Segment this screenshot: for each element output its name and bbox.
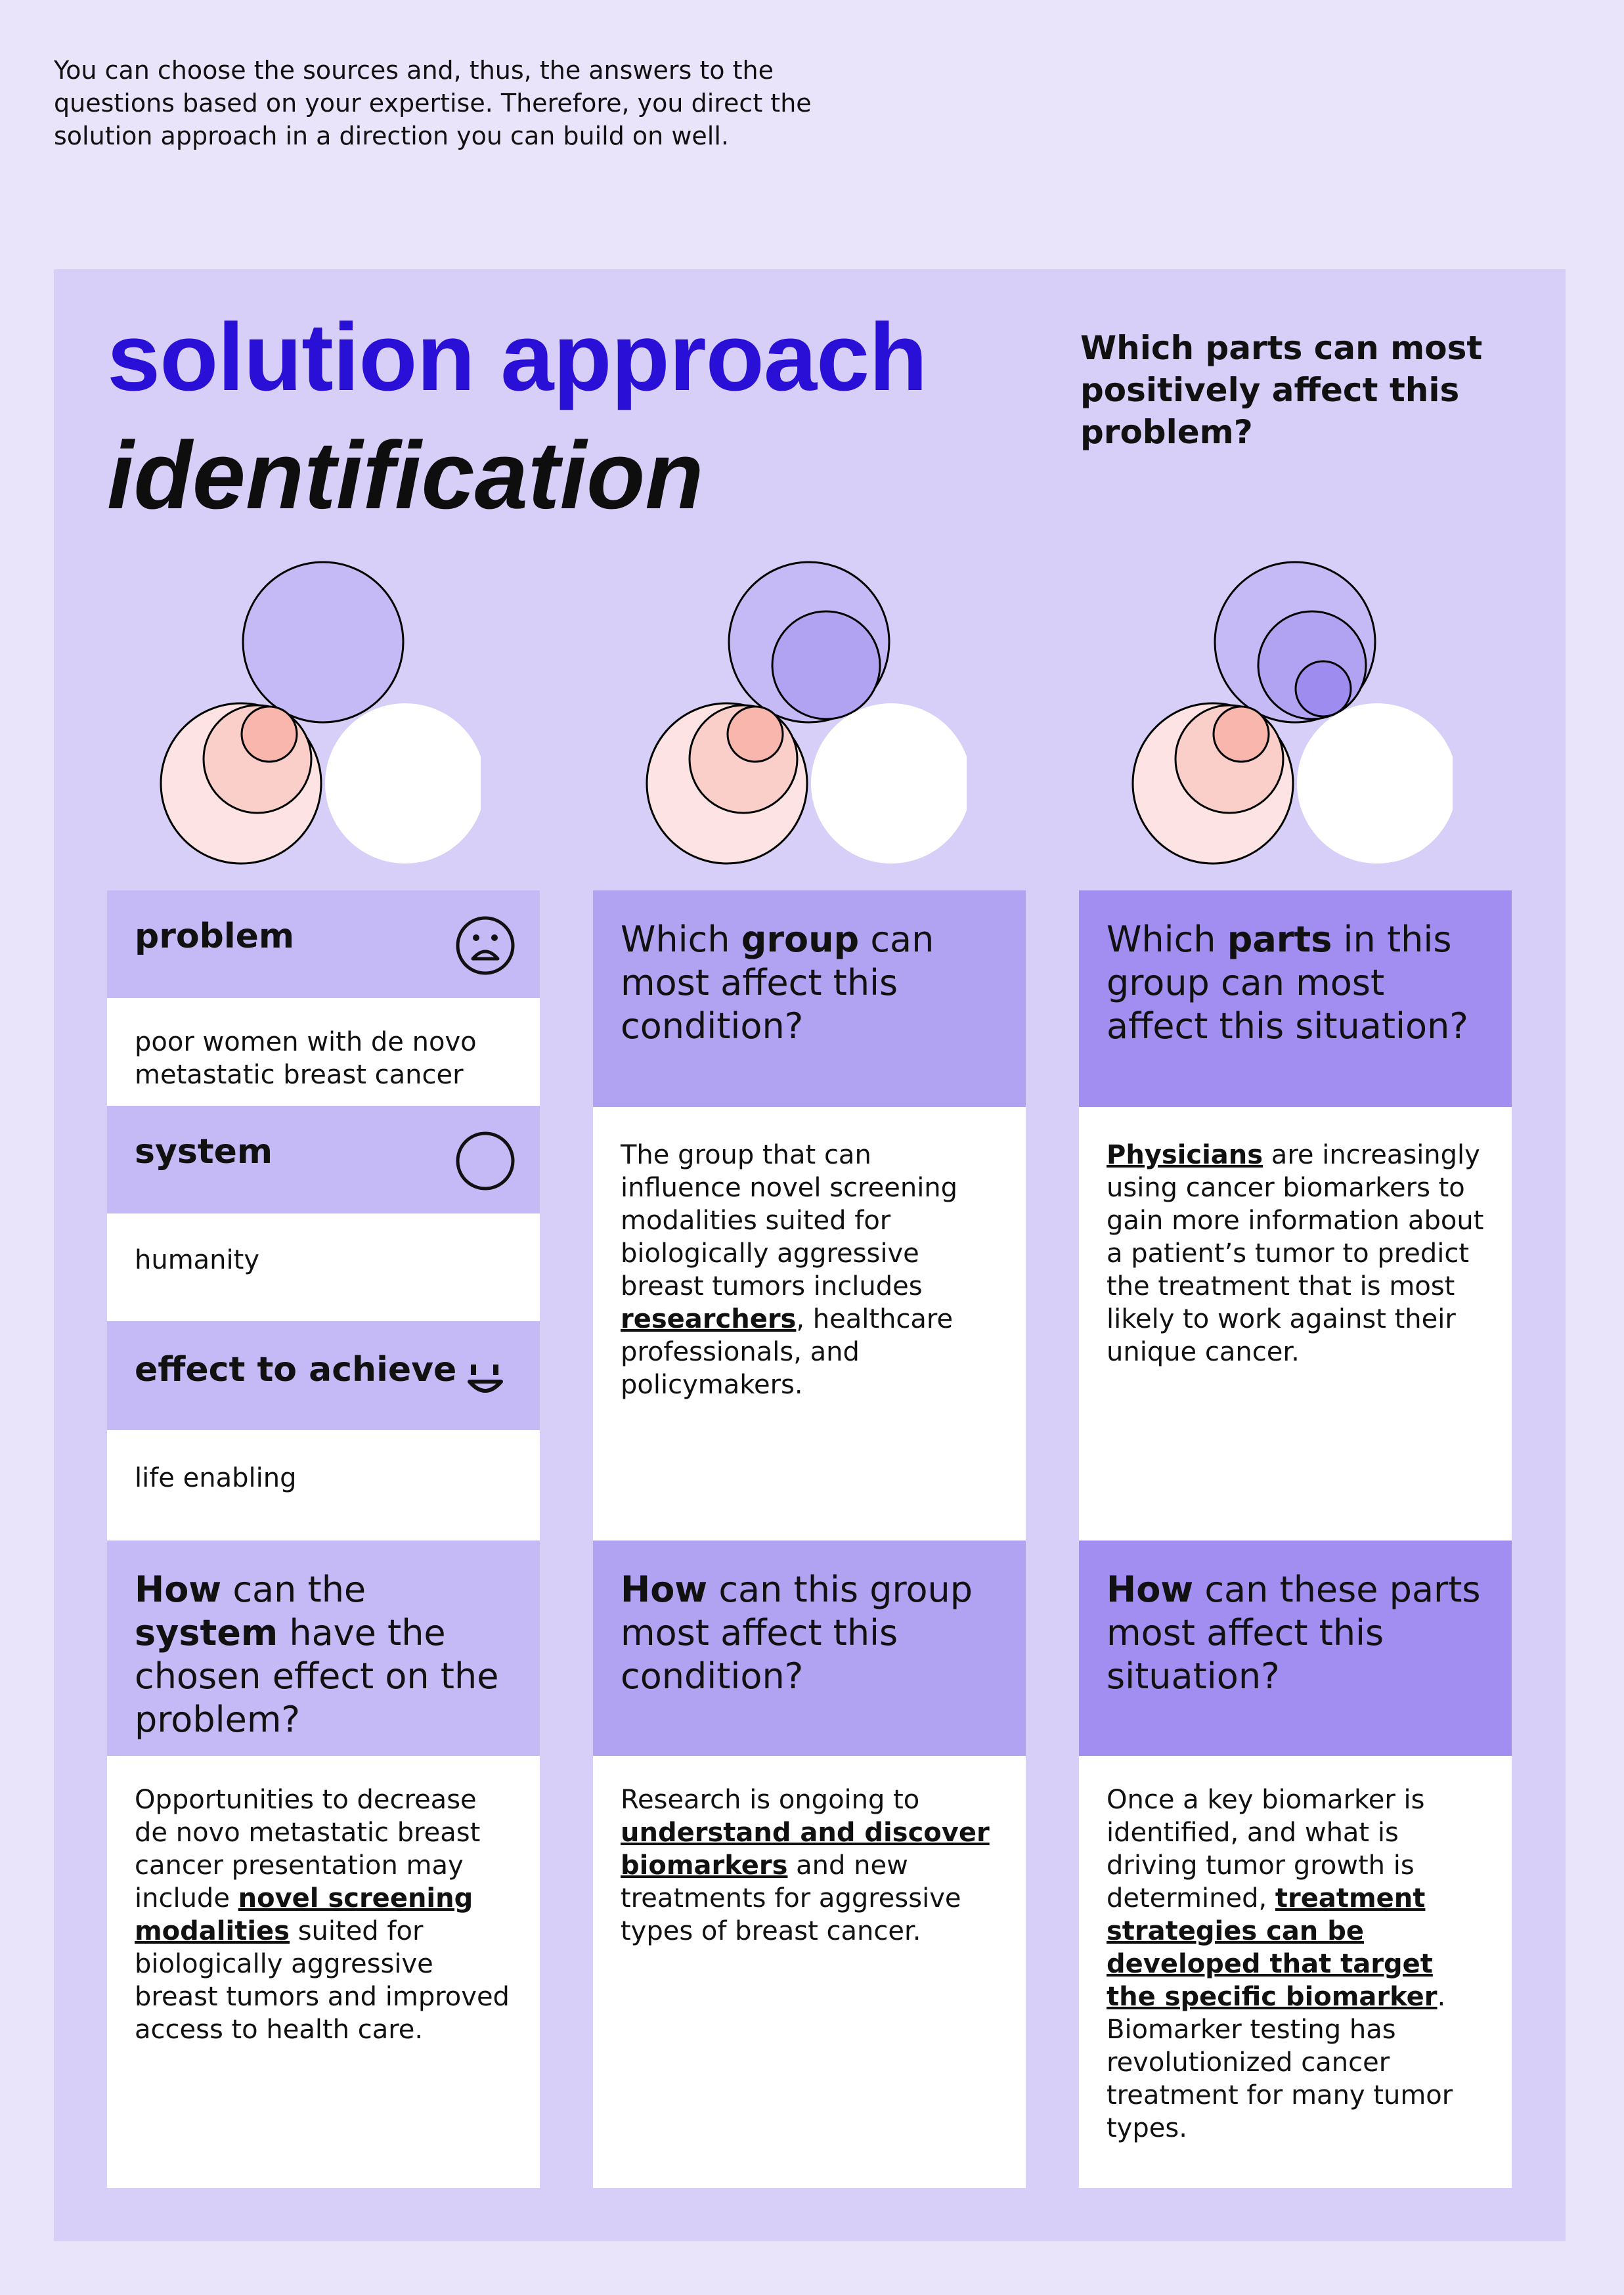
col3-how-answer-box bbox=[1079, 1756, 1512, 2188]
col3-how-header bbox=[1079, 1541, 1512, 1756]
col1-how-text: How can the system have the chosen effect on the problem? bbox=[135, 1569, 499, 1740]
diagram-right-circle bbox=[1297, 703, 1453, 863]
col3-question-text: Which parts in this group can most affect this situation? bbox=[1107, 919, 1468, 1047]
system-label: system bbox=[135, 1132, 273, 1171]
col2-how-answer-box bbox=[593, 1756, 1026, 2188]
col3-how-answer-text: Once a key biomarker is identified, and what is driving tumor growth is determined, treatment strategies can be developed that target the specific biomarker. Biomarker testing has revolutionized cancer treatment for many tumor types. bbox=[1107, 1785, 1453, 2143]
col2-how-text: How can this group most affect this condition? bbox=[621, 1569, 973, 1697]
diagram-right-circle bbox=[811, 703, 967, 863]
diagram-3 bbox=[1124, 558, 1453, 873]
diagram-left-inner-circle bbox=[1214, 707, 1269, 762]
col2-question-header bbox=[593, 890, 1026, 1107]
diagram-top-inner-circle bbox=[1296, 661, 1351, 716]
diagram-top-circle bbox=[243, 562, 403, 722]
diagram-left-inner-circle bbox=[242, 707, 297, 762]
intro-text: You can choose the sources and, thus, the answers to the questions based on your expertise. Therefore, you direct the solution approach in a direction you can build on well. bbox=[54, 56, 812, 150]
diagram-right-circle bbox=[325, 703, 481, 863]
problem-value: poor women with de novo metastatic breast cancer bbox=[135, 1027, 477, 1090]
effect-value: life enabling bbox=[135, 1463, 297, 1493]
circle-icon bbox=[455, 1131, 516, 1191]
col1-how-header bbox=[107, 1541, 540, 1756]
system-value: humanity bbox=[135, 1245, 259, 1275]
col2-answer-box bbox=[593, 1107, 1026, 1541]
col2-how-answer-text: Research is ongoing to understand and discover biomarkers and new treatments for aggressive types of breast cancer. bbox=[621, 1785, 990, 1946]
col3-how-text: How can these parts most affect this situation? bbox=[1107, 1569, 1481, 1697]
col2-how-header bbox=[593, 1541, 1026, 1756]
effect-label: effect to achieve bbox=[135, 1350, 457, 1389]
smile-face-icon bbox=[464, 1359, 506, 1401]
col3-answer-text: Physicians are increasingly using cancer biomarkers to gain more information about a patient’s tumor to predict the treatment that is most likely to work against their unique cancer. bbox=[1107, 1140, 1484, 1367]
effect-header bbox=[107, 1321, 540, 1430]
col1-answer-box bbox=[107, 1756, 540, 2188]
problem-header bbox=[107, 890, 540, 998]
problem-label: problem bbox=[135, 917, 295, 956]
sad-face-icon bbox=[455, 915, 516, 976]
problem-value-box bbox=[107, 998, 540, 1106]
col3-answer-box bbox=[1079, 1107, 1512, 1541]
col3-question-header bbox=[1079, 890, 1512, 1107]
col2-question-text: Which group can most affect this condition? bbox=[621, 919, 934, 1047]
page-title-2: identification bbox=[107, 422, 704, 529]
top-question: Which parts can most positively affect this problem? bbox=[1080, 329, 1483, 451]
system-header bbox=[107, 1106, 540, 1213]
effect-value-box bbox=[107, 1430, 540, 1541]
col1-answer-text: Opportunities to decrease de novo metastatic breast cancer presentation may include novel screening modalities suited for biologically aggressive breast tumors and improved access to health care. bbox=[135, 1785, 510, 2045]
system-value-box bbox=[107, 1213, 540, 1321]
diagram-top-inner-circle bbox=[772, 611, 880, 719]
diagram-1 bbox=[152, 558, 481, 873]
diagram-left-inner-circle bbox=[728, 707, 783, 762]
col2-answer-text: The group that can influence novel screening modalities suited for biologically aggressive breast tumors includes researchers, healthcare professionals, and policymakers. bbox=[621, 1140, 958, 1400]
page-title: solution approach bbox=[107, 303, 927, 410]
diagram-2 bbox=[638, 558, 967, 873]
